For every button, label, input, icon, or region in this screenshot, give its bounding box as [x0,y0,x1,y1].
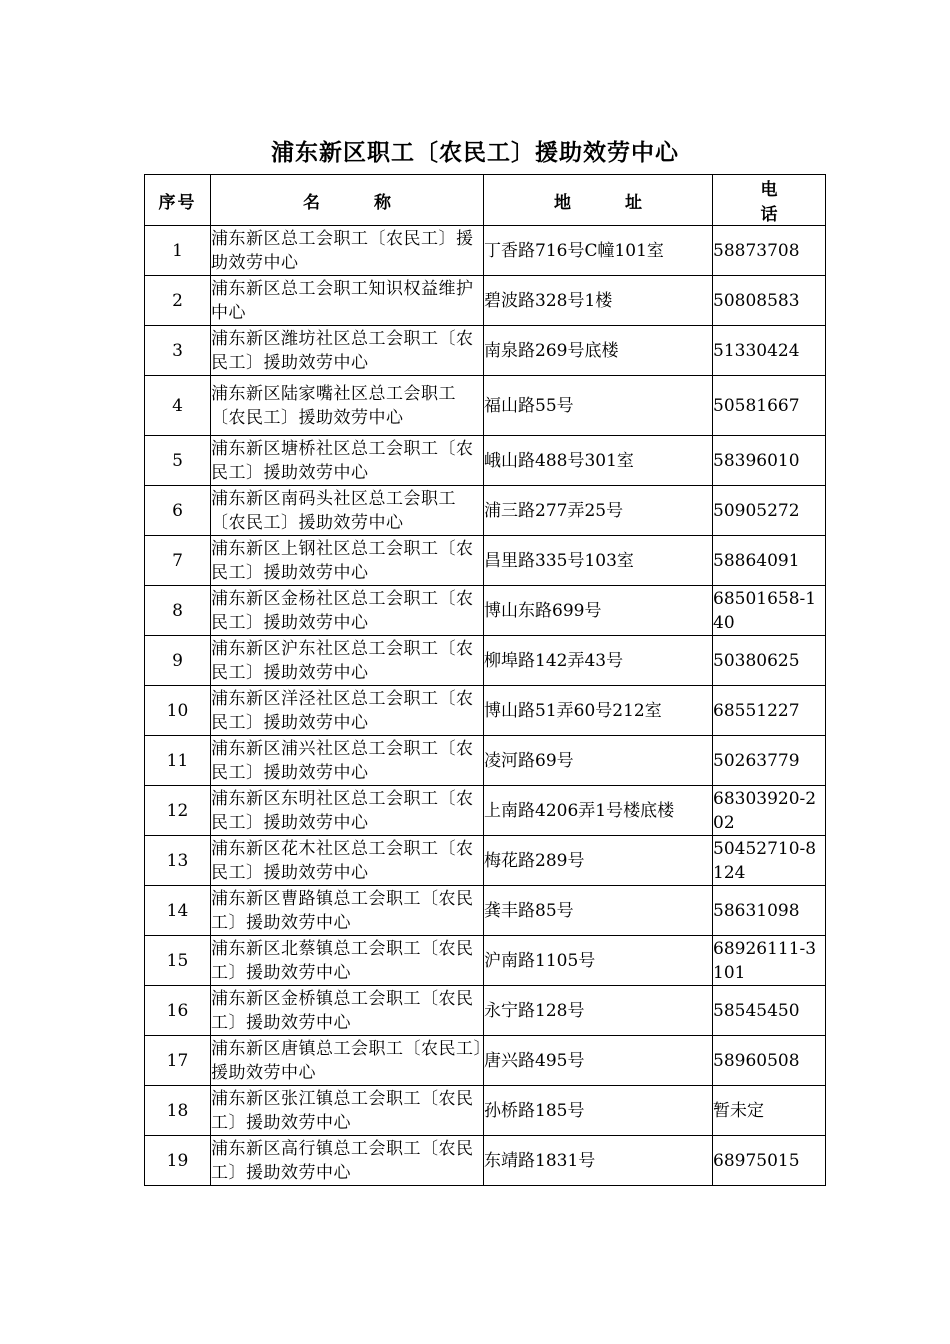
row-address: 柳埠路142弄43号 [484,636,713,686]
row-name: 浦东新区唐镇总工会职工〔农民工〕援助效劳中心 [211,1036,484,1086]
table-row [145,686,826,736]
row-no: 13 [145,836,211,886]
row-phone: 58864091 [713,536,826,586]
table-row [145,636,826,686]
row-name: 浦东新区金桥镇总工会职工〔农民工〕援助效劳中心 [211,986,484,1036]
row-no: 3 [145,326,211,376]
table-row [145,436,826,486]
row-address: 峨山路488号301室 [484,436,713,486]
row-no: 6 [145,486,211,536]
row-name: 浦东新区洋泾社区总工会职工〔农民工〕援助效劳中心 [211,686,484,736]
row-name: 浦东新区总工会职工知识权益维护中心 [211,276,484,326]
table-row [145,276,826,326]
row-no: 18 [145,1086,211,1136]
table-row [145,326,826,376]
header-phone: 电 话 [713,175,826,226]
table-row [145,736,826,786]
row-phone: 51330424 [713,326,826,376]
row-address: 东靖路1831号 [484,1136,713,1186]
table-header-row [145,175,826,226]
row-address: 孙桥路185号 [484,1086,713,1136]
row-no: 7 [145,536,211,586]
header-name: 名 称 [211,175,484,226]
row-name: 浦东新区浦兴社区总工会职工〔农民工〕援助效劳中心 [211,736,484,786]
row-address: 凌河路69号 [484,736,713,786]
row-address: 丁香路716号C幢101室 [484,226,713,276]
row-no: 14 [145,886,211,936]
row-name: 浦东新区北蔡镇总工会职工〔农民工〕援助效劳中心 [211,936,484,986]
header-no: 序号 [145,175,211,226]
row-address: 唐兴路495号 [484,1036,713,1086]
table-row [145,586,826,636]
row-phone: 68926111-3101 [713,936,826,986]
row-no: 17 [145,1036,211,1086]
row-phone: 50808583 [713,276,826,326]
header-address: 地 址 [484,175,713,226]
row-name: 浦东新区东明社区总工会职工〔农民工〕援助效劳中心 [211,786,484,836]
row-no: 16 [145,986,211,1036]
row-name: 浦东新区总工会职工〔农民工〕援助效劳中心 [211,226,484,276]
row-phone: 50905272 [713,486,826,536]
row-address: 浦三路277弄25号 [484,486,713,536]
table-body [145,226,826,1186]
row-name: 浦东新区南码头社区总工会职工〔农民工〕援助效劳中心 [211,486,484,536]
row-no: 11 [145,736,211,786]
row-address: 梅花路289号 [484,836,713,886]
row-name: 浦东新区潍坊社区总工会职工〔农民工〕援助效劳中心 [211,326,484,376]
row-name: 浦东新区塘桥社区总工会职工〔农民工〕援助效劳中心 [211,436,484,486]
row-no: 15 [145,936,211,986]
row-name: 浦东新区陆家嘴社区总工会职工〔农民工〕援助效劳中心 [211,376,484,436]
table-row [145,536,826,586]
row-no: 2 [145,276,211,326]
row-address: 永宁路128号 [484,986,713,1036]
row-phone: 暂未定 [713,1086,826,1136]
row-address: 碧波路328号1楼 [484,276,713,326]
row-no: 12 [145,786,211,836]
row-address: 福山路55号 [484,376,713,436]
row-phone: 58631098 [713,886,826,936]
row-name: 浦东新区张江镇总工会职工〔农民工〕援助效劳中心 [211,1086,484,1136]
row-phone: 50263779 [713,736,826,786]
table-row [145,886,826,936]
row-address: 博山路51弄60号212室 [484,686,713,736]
row-address: 南泉路269号底楼 [484,326,713,376]
row-phone: 50581667 [713,376,826,436]
row-name: 浦东新区曹路镇总工会职工〔农民工〕援助效劳中心 [211,886,484,936]
row-name: 浦东新区花木社区总工会职工〔农民工〕援助效劳中心 [211,836,484,886]
row-phone: 58960508 [713,1036,826,1086]
row-no: 8 [145,586,211,636]
row-no: 5 [145,436,211,486]
row-phone: 58396010 [713,436,826,486]
row-name: 浦东新区高行镇总工会职工〔农民工〕援助效劳中心 [211,1136,484,1186]
row-phone: 58545450 [713,986,826,1036]
row-phone: 50452710-8124 [713,836,826,886]
row-phone: 68501658-140 [713,586,826,636]
row-address: 龚丰路85号 [484,886,713,936]
row-phone: 68551227 [713,686,826,736]
page-title: 浦东新区职工〔农民工〕援助效劳中心 [271,140,679,166]
row-phone: 50380625 [713,636,826,686]
row-name: 浦东新区上钢社区总工会职工〔农民工〕援助效劳中心 [211,536,484,586]
row-phone: 68975015 [713,1136,826,1186]
row-address: 博山东路699号 [484,586,713,636]
table-row [145,226,826,276]
table-row [145,1086,826,1136]
row-no: 4 [145,376,211,436]
table-row [145,836,826,886]
row-address: 沪南路1105号 [484,936,713,986]
row-address: 昌里路335号103室 [484,536,713,586]
table-row [145,486,826,536]
row-no: 9 [145,636,211,686]
row-phone: 58873708 [713,226,826,276]
service-center-table [144,174,826,1186]
table-row [145,376,826,436]
row-name: 浦东新区沪东社区总工会职工〔农民工〕援助效劳中心 [211,636,484,686]
row-no: 1 [145,226,211,276]
table-row [145,786,826,836]
table-row [145,1136,826,1186]
row-phone: 68303920-202 [713,786,826,836]
table-row [145,986,826,1036]
row-address: 上南路4206弄1号楼底楼 [484,786,713,836]
row-no: 10 [145,686,211,736]
row-no: 19 [145,1136,211,1186]
table-row [145,936,826,986]
table-row [145,1036,826,1086]
row-name: 浦东新区金杨社区总工会职工〔农民工〕援助效劳中心 [211,586,484,636]
